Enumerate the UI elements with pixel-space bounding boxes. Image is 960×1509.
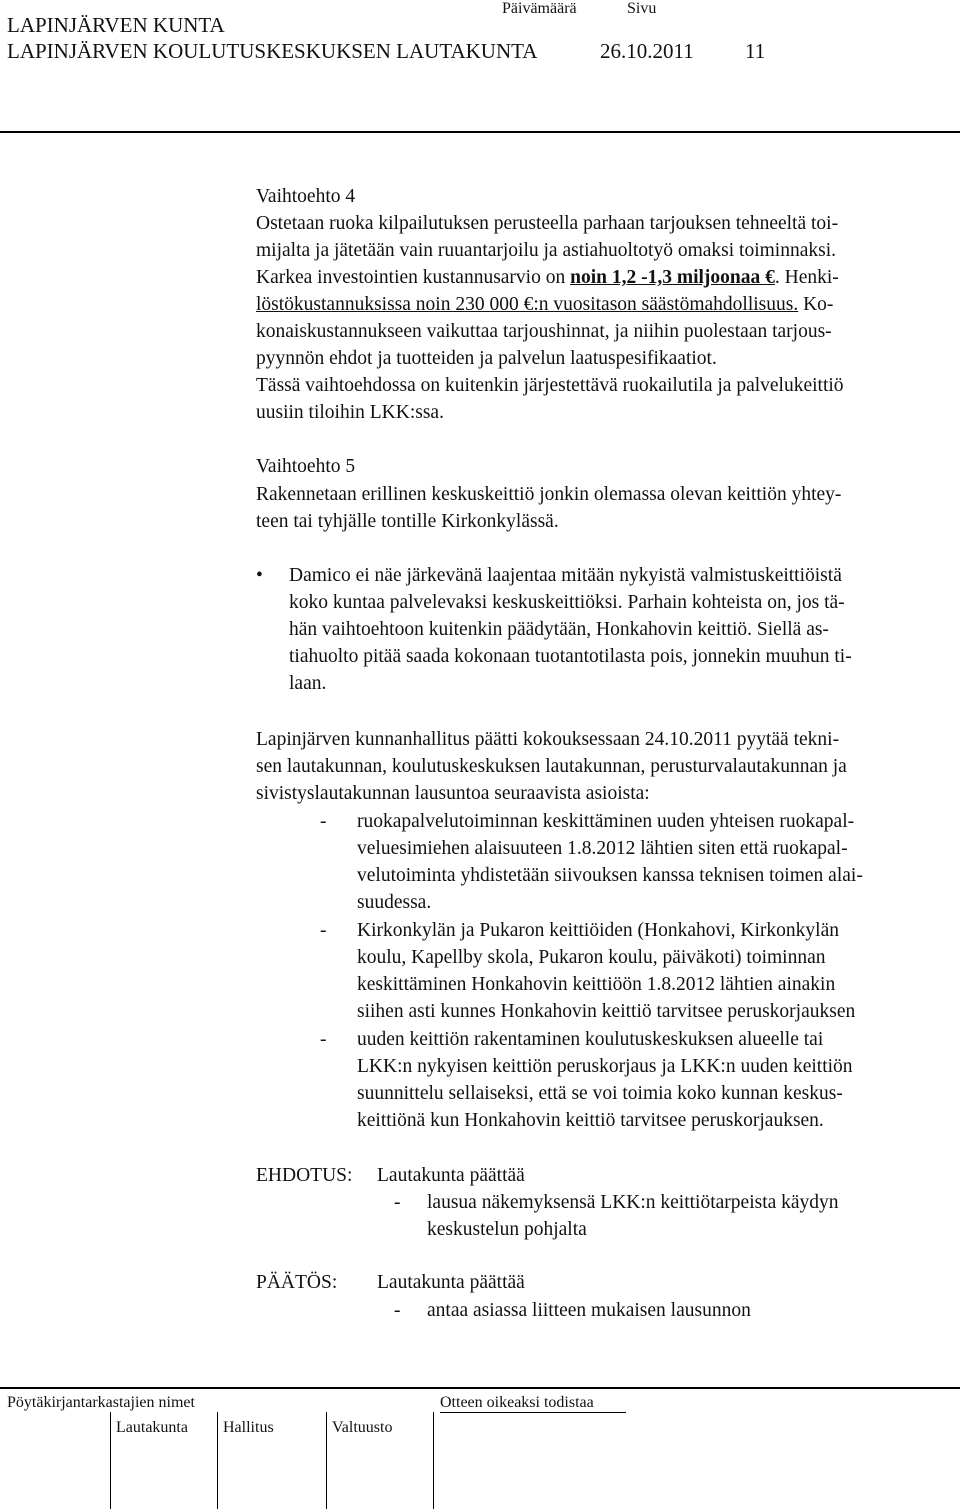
option4-text: Ko-	[798, 294, 834, 315]
footer-body-hallitus: Hallitus	[223, 1419, 274, 1436]
list-item-line: keittiönä kun Honkahovin keittiö tarvitsee peruskorjauksen.	[357, 1110, 824, 1131]
option4-line	[256, 267, 839, 289]
resolution-text: Lautakunta päättää	[377, 1272, 525, 1293]
list-item-line: siihen asti kunnes Honkahovin keittiö tarvitsee peruskorjauksen	[357, 1001, 856, 1022]
list-item-line: suunnittelu sellaiseksi, että se voi toimia koko kunnan keskus-	[357, 1083, 843, 1104]
decision-line: sivistyslautakunnan lausuntoa seuraavista asioista:	[256, 783, 650, 804]
option5-line: teen tai tyhjälle tontille Kirkonkylässä.	[256, 511, 559, 532]
committee-name: LAPINJÄRVEN KOULUTUSKESKUKSEN LAUTAKUNTA	[7, 39, 538, 63]
date-label: Päivämäärä	[502, 0, 577, 17]
list-dash: -	[320, 1029, 327, 1050]
resolution-item-line: antaa asiassa liitteen mukaisen lausunnon	[427, 1300, 751, 1321]
meeting-date: 26.10.2011	[600, 39, 694, 63]
list-item-line: veluesimiehen alaisuuteen 1.8.2012 lähtien siten että ruokapal-	[357, 838, 848, 859]
footer-divider	[0, 1387, 960, 1389]
certified-label: Otteen oikeaksi todistaa	[440, 1394, 594, 1411]
proposal-item-line: lausua näkemyksensä LKK:n keittiötarpeista käydyn	[427, 1192, 839, 1213]
list-item-line: uuden keittiön rakentaminen koulutuskeskuksen alueelle tai	[357, 1029, 824, 1050]
footer-box-divider	[326, 1412, 327, 1509]
certified-underline	[440, 1412, 626, 1413]
option5-heading: Vaihtoehto 5	[256, 456, 356, 477]
page-number: 11	[745, 39, 766, 63]
option5-line: Rakennetaan erillinen keskuskeittiö jonkin olemassa olevan keittiön yhtey-	[256, 484, 842, 505]
footer-box-divider	[217, 1412, 218, 1509]
footer-body-valtuusto: Valtuusto	[332, 1419, 393, 1436]
list-dash: -	[320, 811, 327, 832]
list-item-line: keskittäminen Honkahovin keittiöön 1.8.2012 lähtien ainakin	[357, 974, 836, 995]
bullet-marker: •	[256, 565, 263, 586]
option4-heading: Vaihtoehto 4	[256, 186, 356, 207]
bullet-text: Siellä as-	[752, 619, 829, 640]
bullet-text: hän vaihtoehtoon kuitenkin päädytään, Honkahovin keittiö.	[289, 619, 753, 640]
list-item-line: suudessa.	[357, 892, 432, 913]
list-item-line: ruokapalvelutoiminnan keskittäminen uuden yhteisen ruokapal-	[357, 811, 855, 832]
list-item-line: Kirkonkylän ja Pukaron keittiöiden (Honkahovi, Kirkonkylän	[357, 920, 839, 941]
bullet-text: koko kuntaa palvelevaksi keskuskeittiöksi.	[289, 592, 623, 613]
bullet-line: Damico ei näe järkevänä laajentaa mitään nykyistä valmistuskeittiöistä	[289, 565, 842, 586]
option4-line: konaiskustannukseen vaikuttaa tarjoushinnat, ja niihin puolestaan tarjous-	[256, 321, 832, 342]
list-item-line: koulu, Kapellby skola, Pukaron koulu, päiväkoti) toiminnan	[357, 947, 826, 968]
option4-line: Ostetaan ruoka kilpailutuksen perusteella parhaan tarjouksen tehneeltä toi-	[256, 213, 839, 234]
decision-line: Lapinjärven kunnanhallitus päätti kokouksessaan 24.10.2011 pyytää tekni-	[256, 729, 840, 750]
list-item-line: LKK:n nykyisen keittiön peruskorjaus ja LKK:n uuden keittiön	[357, 1056, 853, 1077]
resolution-dash: -	[394, 1300, 401, 1321]
resolution-label: PÄÄTÖS:	[256, 1272, 338, 1293]
header-divider	[0, 131, 960, 133]
list-dash: -	[320, 920, 327, 941]
proposal-item-line: keskustelun pohjalta	[427, 1219, 587, 1240]
option4-line	[256, 294, 833, 316]
option4-line: uusiin tiloihin LKK:ssa.	[256, 402, 444, 423]
investment-estimate: noin 1,2 -1,3 miljoonaa €	[570, 267, 775, 288]
footer-box-divider	[110, 1412, 111, 1509]
proposal-text: Lautakunta päättää	[377, 1165, 525, 1186]
bullet-line: laan.	[289, 673, 327, 694]
list-item-line: velutoiminta yhdistetään siivouksen kanssa teknisen toimen alai-	[357, 865, 863, 886]
option4-line: mijalta ja jätetään vain ruuantarjoilu ja astiahuoltotyö omaksi toiminnaksi.	[256, 240, 836, 261]
option4-line: pyynnön ehdot ja tuotteiden ja palvelun laatuspesifikaatiot.	[256, 348, 717, 369]
option4-text: Karkea investointien kustannusarvio on	[256, 267, 571, 288]
footer-body-lautakunta: Lautakunta	[116, 1419, 188, 1436]
option4-text: . Henki-	[774, 267, 839, 288]
bullet-line: tiahuolto pitää saada kokonaan tuotantotilasta pois, jonnekin muuhun ti-	[289, 646, 852, 667]
proposal-dash: -	[394, 1192, 401, 1213]
page-label: Sivu	[627, 0, 657, 17]
bullet-line	[289, 592, 845, 614]
checkers-label: Pöytäkirjantarkastajien nimet	[7, 1394, 195, 1411]
decision-line: sen lautakunnan, koulutuskeskuksen lautakunnan, perusturvalautakunnan ja	[256, 756, 847, 777]
bullet-line	[289, 619, 829, 641]
proposal-label: EHDOTUS:	[256, 1165, 353, 1186]
bullet-text: Parhain kohteista on, jos tä-	[622, 592, 845, 613]
savings-text: löstökustannuksissa noin 230 000 €:n vuositason säästömahdollisuus.	[256, 294, 799, 315]
organization-name: LAPINJÄRVEN KUNTA	[7, 13, 225, 37]
option4-line: Tässä vaihtoehdossa on kuitenkin järjestettävä ruokailutila ja palvelukeittiö	[256, 375, 844, 396]
footer-box-divider	[433, 1412, 434, 1509]
